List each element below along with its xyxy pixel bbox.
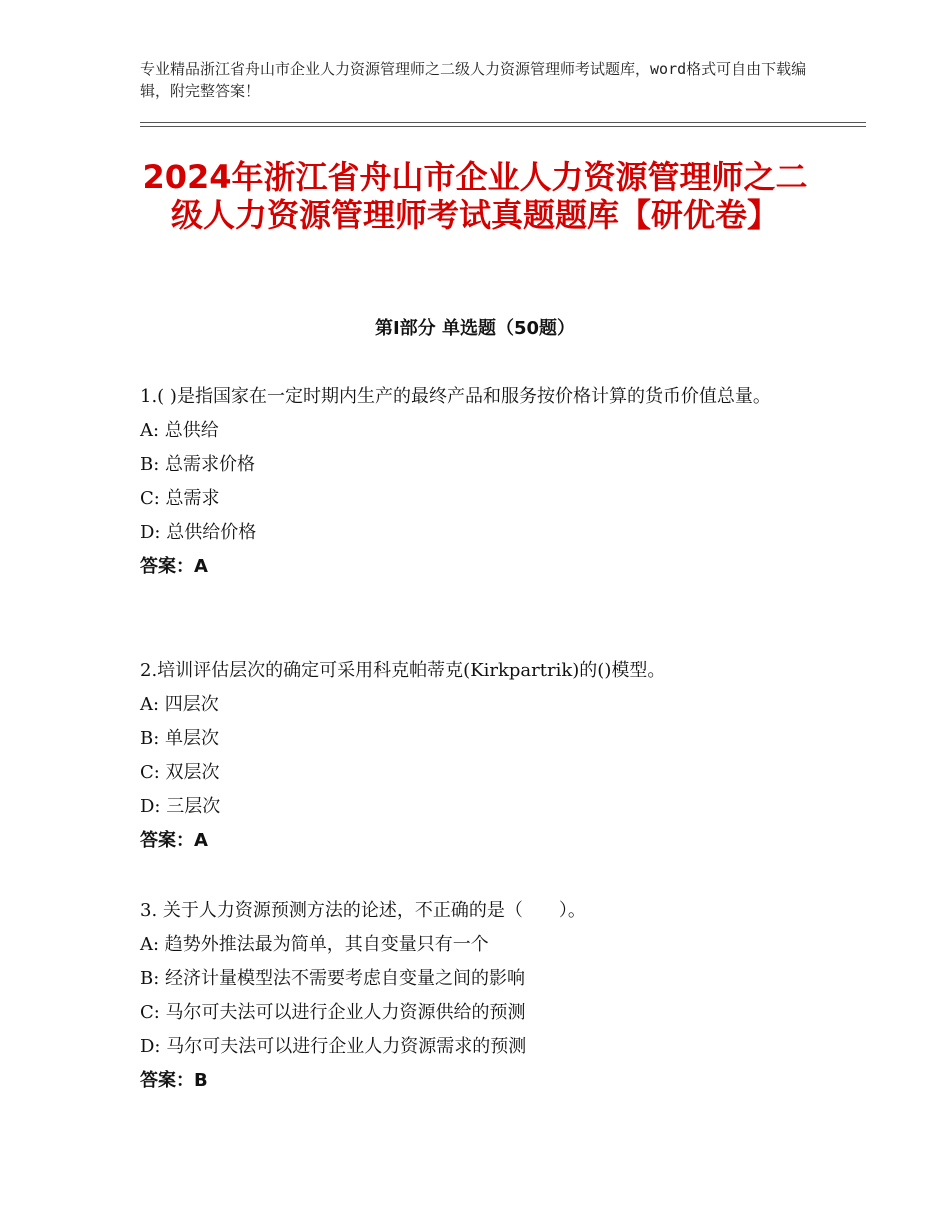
question-stem: 3. 关于人力资源预测方法的论述，不正确的是（ ）。 xyxy=(140,900,586,921)
header-divider-secondary xyxy=(140,126,866,127)
question-option-d: D: 三层次 xyxy=(140,796,221,817)
question-option-c: C: 马尔可夫法可以进行企业人力资源供给的预测 xyxy=(140,1002,526,1023)
question-answer: 答案：A xyxy=(140,830,208,851)
question-option-a: A: 总供给 xyxy=(140,420,219,441)
question-item xyxy=(140,380,820,584)
question-option-c: C: 双层次 xyxy=(140,762,220,783)
section-title: 第Ⅰ部分 单选题（50题） xyxy=(374,318,575,339)
question-stem: 1.( )是指国家在一定时期内生产的最终产品和服务按价格计算的货币价值总量。 xyxy=(140,386,771,407)
question-option-d: D: 总供给价格 xyxy=(140,522,257,543)
question-option-c: C: 总需求 xyxy=(140,488,220,509)
question-option-a: A: 趋势外推法最为简单，其自变量只有一个 xyxy=(140,934,489,955)
question-item xyxy=(140,894,820,1098)
question-answer: 答案：A xyxy=(140,556,208,577)
question-stem: 2.培训评估层次的确定可采用科克帕蒂克(Kirkpartrik)的()模型。 xyxy=(140,660,666,681)
question-option-b: B: 总需求价格 xyxy=(140,454,256,475)
question-option-b: B: 经济计量模型法不需要考虑自变量之间的影响 xyxy=(140,968,526,989)
question-option-a: A: 四层次 xyxy=(140,694,219,715)
header-note: 专业精品浙江省舟山市企业人力资源管理师之二级人力资源管理师考试题库，word格式可自由下载编辑，附完整答案！ xyxy=(140,60,807,100)
document-title: 2024年浙江省舟山市企业人力资源管理师之二级人力资源管理师考试真题题库【研优卷】 xyxy=(142,158,808,234)
header-divider xyxy=(140,122,866,123)
question-option-b: B: 单层次 xyxy=(140,728,220,749)
question-option-d: D: 马尔可夫法可以进行企业人力资源需求的预测 xyxy=(140,1036,527,1057)
question-item xyxy=(140,654,820,858)
question-answer: 答案：B xyxy=(140,1070,208,1091)
